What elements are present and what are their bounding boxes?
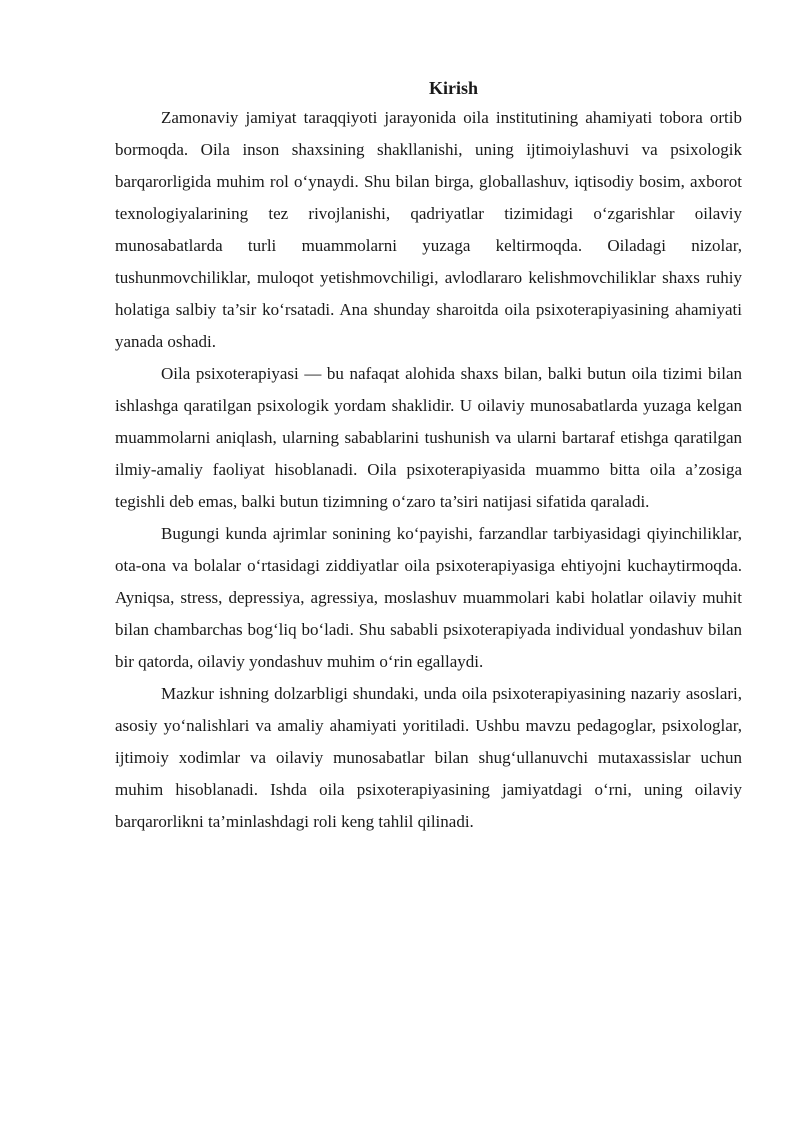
page-title: Kirish xyxy=(428,78,478,98)
paragraph-2: Oila psixoterapiyasi — bu nafaqat alohida shaxs bilan, balki butun oila tizimi bilan ishlashga qaratilgan psixologik yordam shaklidir. U oilaviy munosabatlarda yuzaga kelgan muammolarni aniqlash, ularning sabablarini tushunish va ularni bartaraf etishga qaratilgan ilmiy-amaliy faoliyat hisoblanadi. Oila psixoterapiyasida muammo bitta oila a’zosiga tegishli deb emas, balki butun tizimning o‘zaro ta’siri natijasi sifatida qaraladi. xyxy=(115,364,742,511)
paragraph-3: Bugungi kunda ajrimlar sonining ko‘payishi, farzandlar tarbiyasidagi qiyinchiliklar, ota-ona va bolalar o‘rtasidagi ziddiyatlar oila psixoterapiyasiga ehtiyojni kuchaytirmoqda. Ayniqsa, stress, depressiya, agressiya, moslashuv muammolari kabi holatlar oilaviy muhit bilan chambarchas bog‘liq bo‘ladi. Shu sababli psixoterapiyada individual yondashuv bilan bir qatorda, oilaviy yondashuv muhim o‘rin egallaydi. xyxy=(115,524,742,671)
paragraph-1: Zamonaviy jamiyat taraqqiyoti jarayonida oila institutining ahamiyati tobora ortib bormoqda. Oila inson shaxsining shakllanishi, uning ijtimoiylashuvi va psixologik barqarorligida muhim rol o‘ynaydi. Shu bilan birga, globallashuv, iqtisodiy bosim, axborot texnologiyalarining tez rivojlanishi, qadriyatlar tizimidagi o‘zgarishlar oilaviy munosabatlarda turli muammolarni yuzaga keltirmoqda. Oiladagi nizolar, tushunmovchiliklar, muloqot yetishmovchiligi, avlodlararo kelishmovchiliklar shaxs ruhiy holatiga salbiy ta’sir ko‘rsatadi. Ana shunday sharoitda oila psixoterapiyasining ahamiyati yanada oshadi. xyxy=(115,108,742,351)
paragraph-4: Mazkur ishning dolzarbligi shundaki, unda oila psixoterapiyasining nazariy asoslari, asosiy yo‘nalishlari va amaliy ahamiyati yoritiladi. Ushbu mavzu pedagoglar, psixologlar, ijtimoiy xodimlar va oilaviy munosabatlar bilan shug‘ullanuvchi mutaxassislar uchun muhim hisoblanadi. Ishda oila psixoterapiyasining jamiyatdagi o‘rni, uning oilaviy barqarorlikni ta’minlashdagi roli keng tahlil qilinadi. xyxy=(115,684,742,831)
document-body xyxy=(115,74,742,838)
